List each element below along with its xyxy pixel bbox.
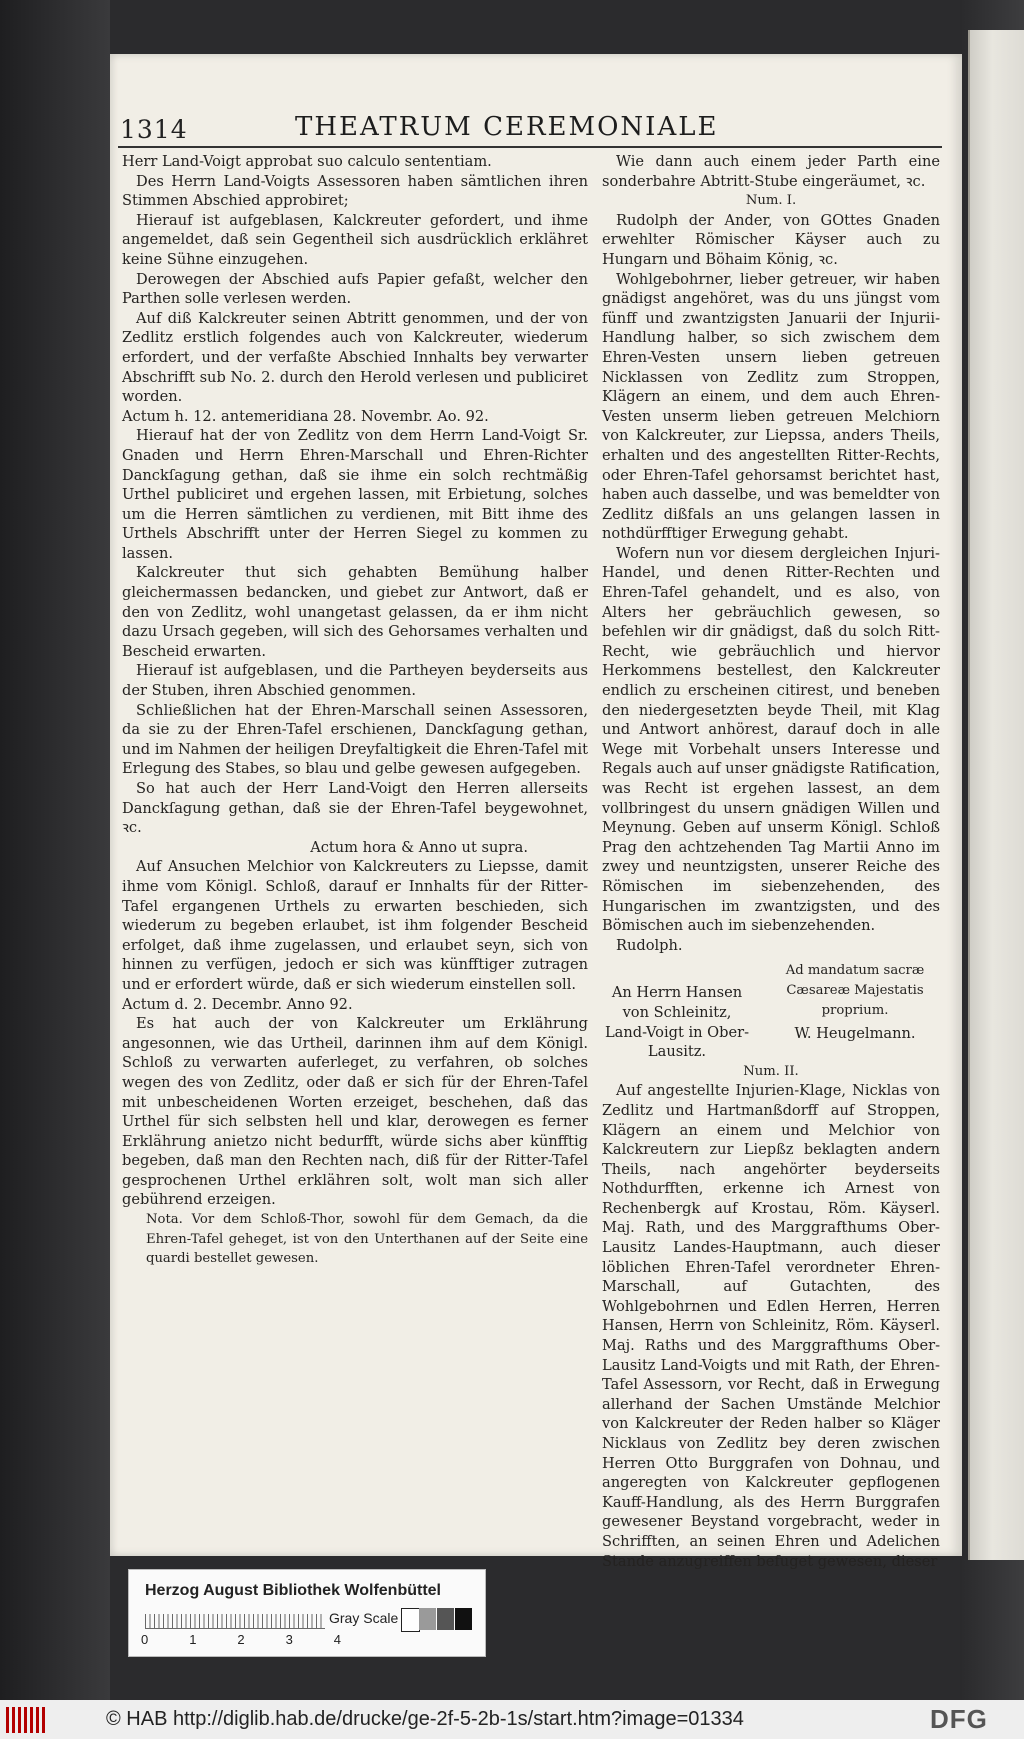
paragraph: Schließlichen hat der Ehren-Marschall seinen Assessoren, da sie zu der Ehren-Tafel erschienen, Danckſagung gethan, und im Nahmen der heiligen Dreyfaltigkeit die Ehren-Tafel mit Erlegung des Stabes, so blau und gelbe gewesen aufgegeben. bbox=[122, 701, 588, 778]
header-rule bbox=[118, 146, 942, 148]
signature-block bbox=[602, 961, 940, 1061]
ruler-number: 2 bbox=[237, 1632, 245, 1647]
countersignature bbox=[770, 961, 940, 1061]
paragraph: Auf angestellte Injurien-Klage, Nicklas von Zedlitz und Hartmanßdorff auf Stroppen, Klägern an einem und Melchior von Kalckreutern zur Liepßz beklagten andern Theils, nach angehörter beyderseits Nothdurfften, erkenne ich Arnest von Rechenbergk auf Krostau, Röm. Käyserl. Maj. Rath, und des Marggrafthums Ober-Lausitz Landes-Hauptmann, auch dieser löblichen Ehren-Tafel verordneter Ehren-Marschall, auf Gutachten, des Wohlgebohrnen und Edlen Herren, Herren Hansen, Herrn von Schleinitz, Röm. Käyserl. Maj. Raths und des Marggrafthums Ober-Lausitz Land-Voigts und mit Rath, der Ehren-Tafel Assessorn, vor Recht, daß in Erwegung allerhand der Sachen Umstände Melchior von Kalckreuter der Reden halber so Kläger Nicklaus von Zedlitz bey deren zwischen Herren Otto Burggrafen von Dohnau, und angeregten von Kalckreuter gepflogenen Kauff-Handlung, als des Herrn Burggrafen gewesener Beystand vorgebracht, weder in Schrifften, an seinen Ehren und Adelichen Stande anzugreiffen befuget gewesen, dieser bbox=[602, 1082, 940, 1570]
gray-swatch-dark bbox=[437, 1608, 454, 1630]
gray-swatch-white bbox=[401, 1608, 420, 1632]
scanner-background-left bbox=[0, 0, 110, 1700]
page-number: 1314 bbox=[120, 115, 188, 144]
left-column bbox=[122, 152, 588, 1269]
paragraph: Derowegen der Abschied aufs Papier gefaßt, welcher den Parthen solle verlesen werden. bbox=[122, 270, 588, 308]
paragraph: Kalckreuter thut sich gehabten Bemühung halber gleichermassen bedancken, und giebet zur Antwort, daß er den von Zedlitz, wohl unangetast gelassen, da er ihm nicht dazu Ursach gegeben, will sich des Gehorsames verhalten und Bescheid erwarten. bbox=[122, 564, 588, 660]
hab-logo-icon bbox=[6, 1707, 48, 1733]
signature: Rudolph. bbox=[616, 936, 683, 954]
source-link[interactable]: © HAB http://diglib.hab.de/drucke/ge-2f-5-2b-1s/start.htm?image=01334 bbox=[106, 1708, 744, 1730]
dated-note: Actum hora & Anno ut supra. bbox=[310, 838, 528, 856]
next-page-edge bbox=[968, 30, 1024, 1560]
paragraph: Auf Ansuchen Melchior von Kalckreuters zu Liepsse, damit ihme vom Königl. Schloß, darauf er Innhalts für der Ritter-Tafel ergangenen Urthels zu erwarten beschieden, sich wiederum zu begeben erlaubet, ist ihm folgender Bescheid erfolget, daß ihme zugelassen, und erlaubet seyn, sich von hinnen zu verfügen, jedoch er sich was künfftiger zutragen und er erfordert würde, daß er sich wiederum einstellen soll. bbox=[122, 858, 588, 993]
gray-swatch-mid bbox=[419, 1608, 436, 1630]
dfg-logo: DFG bbox=[930, 1704, 988, 1734]
viewer-footer bbox=[0, 1700, 1024, 1739]
paragraph: Es hat auch der von Kalckreuter um Erklährung angesonnen, wie das Urtheil, darinnen ihm auf dem Königl. Schloß zu verwarten auferleget, zu verfahren, ob solches wegen des von Zedlitz, oder daß er sich für der Ehren-Tafel mit unbescheidenen Worten erzeiget, beschehen, daß das Urthel für sich selbsten hell und klar, derowegen es ferner Erklährung anietzo nicht bedurfft, würde sichs aber künfftig begeben, daß man den Rechten nach, diß für der Ritter-Tafel gesprochenen Urthel erklähren solt, wolt man sich aller gebührend erzeigen. bbox=[122, 1015, 588, 1209]
paragraph: Des Herrn Land-Voigts Assessoren haben sämtlichen ihren Stimmen Abschied approbiret; bbox=[122, 172, 588, 210]
paragraph: Wofern nun vor diesem dergleichen Injuri-Handel, und denen Ritter-Rechten und Ehren-Tafel gehandelt, und es also, von Alters her gebräuchlich gewesen, so befehlen wir dir gnädigst, daß du solch Ritt-Recht, wie gebräuchlich und hiervor Herkommens bestellest, den Kalckreuter endlich zu erscheinen citirest, und beneben den niedergesetzten beyde Theil, mit Klag und Antwort anhörest, darauf doch in alle Wege mit Vorbehalt unsers Interesse und Regals auch auf unser gnädigste Ratification, was Recht ist ergehen lassest, an dem vollbringest du unsern gnädigen Willen und Meynung. Geben auf unserm Königl. Schloß Prag den achtzehenden Tag Martii Anno im zwey und neuntzigsten, unserer Reiche des Römischen im siebenzehenden, des Hungarischen im zwantzigsten, und des Bömischen auch im siebenzehenden. bbox=[602, 544, 940, 935]
mandate-text: Ad mandatum sacræ Cæsareæ Majestatis proprium. bbox=[785, 963, 925, 1018]
section-number: Num. II. bbox=[743, 1063, 799, 1079]
ruler-scale bbox=[145, 1614, 325, 1629]
paragraph: Hierauf ist aufgeblasen, und die Partheyen beyderseits aus der Stuben, ihren Abschied genommen. bbox=[122, 662, 588, 700]
addressee bbox=[602, 961, 752, 1061]
gray-swatch-black bbox=[455, 1608, 472, 1630]
paragraph: Wohlgebohrner, lieber getreuer, wir haben gnädigst angehöret, was du uns jüngst vom fünff und zwantzigsten Januarii der Injurii-Handlung halber, so sich zwischem dem Ehren-Vesten unsern lieben getreuen Nicklassen von Zedlitz zum Stroppen, Klägern an einem, und dem auch Ehren-Vesten unserm lieben getreuen Melchiorn von Kalckreuter, zur Liepssa, anders Theils, erhalten und des angestellten Ritter-Rechts, oder Ehren-Tafel gehorsamst berichtet hast, haben auch dasselbe, und was bemeldter von Zedlitz dißfals an uns gelangen lassen in nothdürfftiger Erwegung gehabt. bbox=[602, 270, 940, 543]
running-head: THEATRUM CEREMONIALE bbox=[295, 112, 719, 142]
ruler-number: 1 bbox=[189, 1632, 197, 1647]
addressee-text: An Herrn Hansen von Schleinitz, Land-Voigt in Ober-Lausitz. bbox=[604, 984, 750, 1061]
paragraph: Auf diß Kalckreuter seinen Abtritt genommen, und der von Zedlitz erstlich folgendes auch von Kalckreuter, wiederum erfordert, und der verfaßte Abschied Innhalts bey verwarter Abschrifft sub No. 2. durch den Herold verlesen und publiciret worden. bbox=[122, 309, 588, 406]
library-name: Herzog August Bibliothek Wolfenbüttel bbox=[145, 1582, 441, 1599]
ruler-number: 4 bbox=[333, 1632, 341, 1647]
paragraph: Rudolph der Ander, von GOttes Gnaden erwehlter Römischer Käyser auch zu Hungarn und Böhaim König, ꝛc. bbox=[602, 211, 940, 268]
ruler-numbers bbox=[141, 1632, 341, 1647]
nota-paragraph: Nota. Vor dem Schloß-Thor, sowohl für dem Gemach, da die Ehren-Tafel geheget, ist von den Unterthanen auf der Seite eine quardi bestellet gewesen. bbox=[146, 1212, 588, 1267]
paragraph: Wie dann auch einem jeder Parth eine sonderbahre Abtritt-Stube eingeräumet, ꝛc. bbox=[602, 153, 940, 190]
paragraph: Hierauf hat der von Zedlitz von dem Herrn Land-Voigt Sr. Gnaden und Herrn Ehren-Marschall und Ehren-Richter Danckſagung gethan, daß sie ihme ein solch rechtmäßig Urthel publiciret und ergehen lassen, mit Erbietung, solches um die Herren sämtlichen zu verdienen, mit Bitt ihme des Urthels Abschrifft unter der Herren Siegel zu kommen zu lassen. bbox=[122, 427, 588, 562]
ruler-number: 3 bbox=[285, 1632, 293, 1647]
gray-scale-label: Gray Scale bbox=[329, 1610, 399, 1626]
section-number: Num. I. bbox=[745, 193, 797, 209]
dated-note: Actum d. 2. Decembr. Anno 92. bbox=[122, 995, 353, 1013]
paragraph: So hat auch der Herr Land-Voigt den Herren allerseits Danckſagung gethan, daß sie der Ehren-Tafel beygewohnet, ꝛc. bbox=[122, 780, 588, 837]
paragraph: Herr Land-Voigt approbat suo calculo sententiam. bbox=[122, 153, 492, 170]
ruler-number: 0 bbox=[141, 1632, 149, 1647]
secretary-signature: W. Heugelmann. bbox=[794, 1025, 916, 1043]
color-reference-bar bbox=[128, 1569, 486, 1657]
right-column bbox=[602, 152, 940, 1571]
paragraph: Hierauf ist aufgeblasen, Kalckreuter gefordert, und ihme angemeldet, daß sein Gegentheil sich ausdrücklich erklähret keine Sühne einzugehen. bbox=[122, 211, 588, 268]
dated-note: Actum h. 12. antemeridiana 28. Novembr. Ao. 92. bbox=[122, 407, 489, 425]
